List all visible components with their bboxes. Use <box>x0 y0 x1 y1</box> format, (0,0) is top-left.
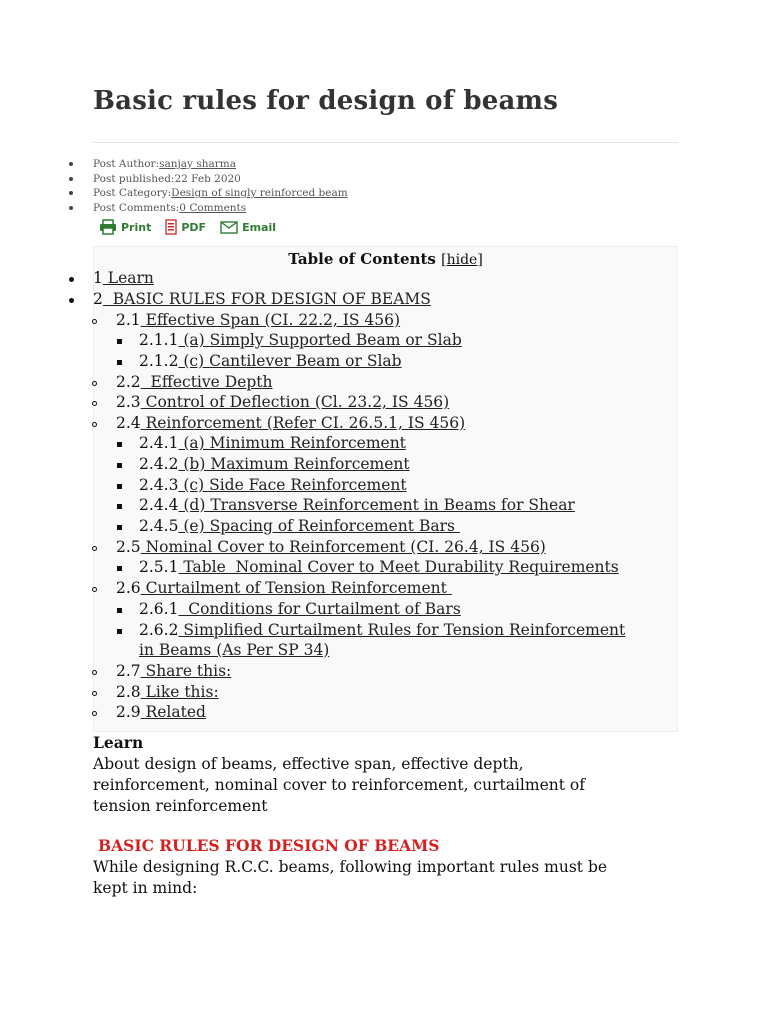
toc-item[interactable] <box>116 578 452 598</box>
toc-item[interactable] <box>116 413 465 433</box>
toc-hide-close: ] <box>477 252 483 268</box>
learn-heading: Learn <box>93 733 144 752</box>
toc-item-number: 2.4 <box>116 414 141 432</box>
toc-item[interactable] <box>116 310 400 330</box>
toc-item-number: 2.2 <box>116 373 141 391</box>
toc-bullet <box>92 546 97 551</box>
toc-item-number: 2.6 <box>116 579 141 597</box>
learn-line-2: reinforcement, nominal cover to reinforcement, curtailment of <box>93 776 585 794</box>
pdf-button[interactable] <box>165 219 206 235</box>
toc-item-link[interactable]: Table Nominal Cover to Meet Durability Requirements <box>178 558 619 576</box>
toc-bullet <box>69 298 74 303</box>
toc-bullet <box>92 422 97 427</box>
toc-bullet <box>92 691 97 696</box>
meta-comments <box>67 201 348 216</box>
toc-item-link[interactable]: Nominal Cover to Reinforcement (CI. 26.4, IS 456) <box>140 538 546 556</box>
toc-item-link[interactable]: (a) Minimum Reinforcement <box>178 434 406 452</box>
toc-item-link[interactable]: Related <box>140 703 206 721</box>
title-divider <box>93 142 678 143</box>
toc-bullet <box>117 629 122 634</box>
toc-title-text: Table of Contents <box>288 250 436 268</box>
printer-icon <box>99 219 117 235</box>
toc-item-link[interactable]: (a) Simply Supported Beam or Slab <box>178 331 462 349</box>
toc-bullet <box>92 381 97 386</box>
toc-item[interactable] <box>139 454 410 474</box>
meta-author-label: Post Author: <box>93 158 160 170</box>
learn-paragraph <box>93 754 585 817</box>
toc-item[interactable] <box>139 557 619 577</box>
meta-author <box>67 157 348 172</box>
basic-rules-heading: BASIC RULES FOR DESIGN OF BEAMS <box>98 836 440 855</box>
learn-line-1: About design of beams, effective span, effective depth, <box>93 755 524 773</box>
toc-bullet <box>92 401 97 406</box>
basic-line-1: While designing R.C.C. beams, following important rules must be <box>93 858 608 876</box>
toc-item-link[interactable]: Conditions for Curtailment of Bars <box>178 600 461 618</box>
toc-bullet <box>92 587 97 592</box>
toc-item[interactable] <box>139 599 461 619</box>
author-link[interactable]: sanjay sharma <box>159 158 236 170</box>
envelope-icon <box>220 221 238 234</box>
print-label: Print <box>121 220 152 234</box>
email-label: Email <box>242 220 277 234</box>
toc-item[interactable] <box>139 433 406 453</box>
toc-item-link[interactable]: Learn <box>102 269 154 287</box>
toc-item-number: 2.8 <box>116 683 141 701</box>
email-button[interactable] <box>220 219 276 235</box>
toc-item-link[interactable]: Effective Depth <box>140 373 273 391</box>
toc-item-link[interactable]: in Beams (As Per SP 34) <box>139 641 330 659</box>
toc-item-number: 2 <box>93 290 103 308</box>
toc-item-link[interactable]: (d) Transverse Reinforcement in Beams for Shear <box>178 496 575 514</box>
toc-item[interactable] <box>116 702 206 722</box>
share-buttons <box>99 219 276 235</box>
toc-bullet <box>117 504 122 509</box>
basic-line-2: kept in mind: <box>93 879 198 897</box>
toc-item-number: 2.3 <box>116 393 141 411</box>
toc-item-number: 2.1 <box>116 311 141 329</box>
meta-published <box>67 172 348 187</box>
toc-item[interactable] <box>139 351 402 371</box>
toc-item[interactable] <box>139 495 575 515</box>
toc-hide-wrap <box>441 252 483 268</box>
post-meta-list <box>67 157 348 215</box>
toc-bullet <box>117 360 122 365</box>
toc-item-link[interactable]: Reinforcement (Refer CI. 26.5.1, IS 456) <box>140 414 466 432</box>
toc-bullet <box>117 566 122 571</box>
toc-item[interactable] <box>139 640 329 660</box>
toc-item[interactable] <box>93 268 154 288</box>
toc-item-number: 2.1.2 <box>139 352 179 370</box>
toc-bullet <box>92 670 97 675</box>
toc-item-link[interactable]: Simplified Curtailment Rules for Tension Reinforcement <box>178 621 626 639</box>
comments-link[interactable]: 0 Comments <box>179 201 247 214</box>
toc-bullet <box>69 277 74 282</box>
toc-item-number: 2.5 <box>116 538 141 556</box>
toc-item-number: 2.4.1 <box>139 434 179 452</box>
toc-item[interactable] <box>139 330 462 350</box>
toc-bullet <box>92 711 97 716</box>
category-link[interactable]: Design of singly reinforced beam <box>171 187 348 200</box>
toc-item-link[interactable]: (c) Cantilever Beam or Slab <box>178 352 402 370</box>
toc-item-number: 2.4.2 <box>139 455 179 473</box>
toc-item-number: 2.5.1 <box>139 558 179 576</box>
toc-item[interactable] <box>116 537 546 557</box>
toc-item[interactable] <box>139 475 407 495</box>
toc-hide-link[interactable]: hide <box>446 252 478 268</box>
toc-item-number: 2.6.2 <box>139 621 179 639</box>
toc-item[interactable] <box>93 289 431 309</box>
toc-item-link[interactable]: BASIC RULES FOR DESIGN OF BEAMS <box>102 290 431 308</box>
toc-bullet <box>92 319 97 324</box>
print-button[interactable] <box>99 219 151 235</box>
toc-item[interactable] <box>139 516 460 536</box>
toc-title <box>94 250 677 268</box>
toc-item-number: 2.4.3 <box>139 476 179 494</box>
toc-item-number: 2.7 <box>116 662 141 680</box>
meta-comments-label: Post Comments: <box>93 201 180 214</box>
meta-category-label: Post Category: <box>93 187 172 200</box>
toc-bullet <box>117 442 122 447</box>
learn-line-3: tension reinforcement <box>93 797 268 815</box>
toc-bullet <box>117 463 122 468</box>
toc-item-number: 1 <box>93 269 103 287</box>
toc-item[interactable] <box>139 620 625 640</box>
toc-bullet <box>117 525 122 530</box>
toc-item-link[interactable]: (c) Side Face Reinforcement <box>178 476 407 494</box>
pdf-label: PDF <box>181 220 207 234</box>
toc-item-link[interactable]: Control of Deflection (Cl. 23.2, IS 456) <box>140 393 450 411</box>
meta-category <box>67 186 348 201</box>
toc-item-number: 2.1.1 <box>139 331 179 349</box>
basic-rules-paragraph <box>93 857 607 899</box>
toc-item[interactable] <box>116 682 219 702</box>
toc-item[interactable] <box>116 372 272 392</box>
published-date: 22 Feb 2020 <box>174 172 241 185</box>
page-title: Basic rules for design of beams <box>93 86 559 116</box>
toc-item[interactable] <box>116 392 449 412</box>
toc-item-link[interactable]: (e) Spacing of Reinforcement Bars <box>178 517 460 535</box>
toc-item-number: 2.4.4 <box>139 496 179 514</box>
toc-item-number: 2.4.5 <box>139 517 179 535</box>
pdf-icon <box>165 219 177 235</box>
toc-item-link[interactable]: Curtailment of Tension Reinforcement <box>140 579 452 597</box>
toc-bullet <box>117 484 122 489</box>
toc-item-link[interactable]: (b) Maximum Reinforcement <box>178 455 410 473</box>
meta-published-label: Post published: <box>93 172 175 185</box>
toc-item-link[interactable]: Share this: <box>140 662 232 680</box>
toc-item-link[interactable]: Effective Span (CI. 22.2, IS 456) <box>140 311 401 329</box>
toc-item-number: 2.6.1 <box>139 600 179 618</box>
toc-item-number: 2.9 <box>116 703 141 721</box>
toc-item[interactable] <box>116 661 231 681</box>
toc-item-link[interactable]: Like this: <box>140 683 219 701</box>
toc-hide-open: [ <box>441 252 447 268</box>
toc-bullet <box>117 608 122 613</box>
toc-bullet <box>117 339 122 344</box>
